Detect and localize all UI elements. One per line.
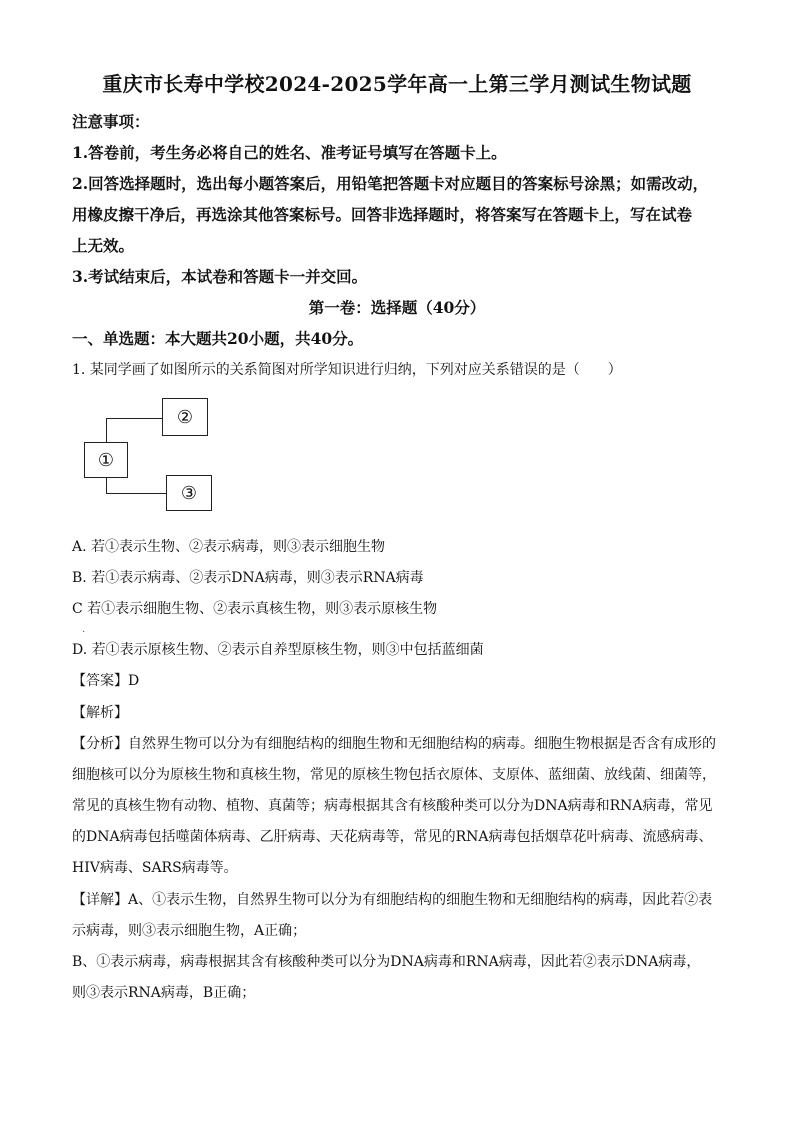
connector-up xyxy=(106,418,107,442)
notice-item-3: 3.考试结束后，本试卷和答题卡一并交回。 xyxy=(72,267,368,286)
analysis-line-3: 常见的真核生物有动物、植物、真菌等；病毒根据其含有核酸种类可以分为DNA病毒和RNA病毒，常见 xyxy=(72,798,713,814)
analysis-line-1: 【分析】自然界生物可以分为有细胞结构的细胞生物和无细胞结构的病毒。细胞生物根据是否含有成形的 xyxy=(72,736,716,752)
answer-line: 【答案】D xyxy=(72,673,140,689)
analysis-line-8: B、①表示病毒，病毒根据其含有核酸种类可以分为DNA病毒和RNA病毒，因此若②表示DNA病毒， xyxy=(72,954,701,970)
analysis-line-6: 【详解】A、①表示生物，自然界生物可以分为有细胞结构的细胞生物和无细胞结构的病毒，因此若②表 xyxy=(72,892,713,908)
notice-item-2-line-3: 上无效。 xyxy=(72,236,135,255)
analysis-line-5: HIV病毒、SARS病毒等。 xyxy=(72,860,238,876)
notice-item-2-line-1: 2.回答选择题时，选出每小题答案后，用铅笔把答题卡对应题目的答案标号涂黑；如需改动， xyxy=(72,174,709,193)
diagram-box-3: ③ xyxy=(166,475,212,511)
connector-to-box-3 xyxy=(106,493,166,494)
option-b: B. 若①表示病毒、②表示DNA病毒，则③表示RNA病毒 xyxy=(72,570,424,586)
notice-heading: 注意事项： xyxy=(72,112,150,131)
option-c: C 若①表示细胞生物、②表示真核生物，则③表示原核生物 xyxy=(72,601,438,617)
relationship-diagram xyxy=(82,396,217,516)
section-subtitle: 一、单选题：本大题共20小题，共40分。 xyxy=(72,329,364,348)
notice-item-2-line-2: 用橡皮擦干净后，再选涂其他答案标号。回答非选择题时，将答案写在答题卡上，写在试卷 xyxy=(72,205,693,224)
page-title: 重庆市长寿中学校2024-2025学年高一上第三学月测试生物试题 xyxy=(102,72,692,96)
analysis-line-9: 则③表示RNA病毒，B正确； xyxy=(72,985,256,1001)
analysis-line-7: 示病毒，则③表示细胞生物，A正确； xyxy=(72,923,307,939)
section-title: 第一卷：选择题（40分） xyxy=(308,298,486,317)
diagram-box-1: ① xyxy=(84,442,128,478)
option-a: A. 若①表示生物、②表示病毒，则③表示细胞生物 xyxy=(72,539,386,555)
connector-to-box-2 xyxy=(106,418,162,419)
notice-item-1: 1.答卷前，考生务必将自己的姓名、准考证号填写在答题卡上。 xyxy=(72,143,507,162)
analysis-line-2: 细胞核可以分为原核生物和真核生物，常见的原核生物包括衣原体、支原体、蓝细菌、放线菌、细菌等， xyxy=(72,767,716,783)
connector-down xyxy=(106,478,107,494)
analysis-label: 【解析】 xyxy=(72,705,128,721)
option-c-dot: ． xyxy=(82,624,92,635)
question-1-stem: 1. 某同学画了如图所示的关系简图对所学知识进行归纳，下列对应关系错误的是（ ） xyxy=(72,362,622,378)
diagram-box-2: ② xyxy=(162,398,208,436)
analysis-line-4: 的DNA病毒包括噬菌体病毒、乙肝病毒、天花病毒等，常见的RNA病毒包括烟草花叶病毒、流感病毒、 xyxy=(72,829,713,845)
option-d: D. 若①表示原核生物、②表示自养型原核生物，则③中包括蓝细菌 xyxy=(72,642,484,658)
